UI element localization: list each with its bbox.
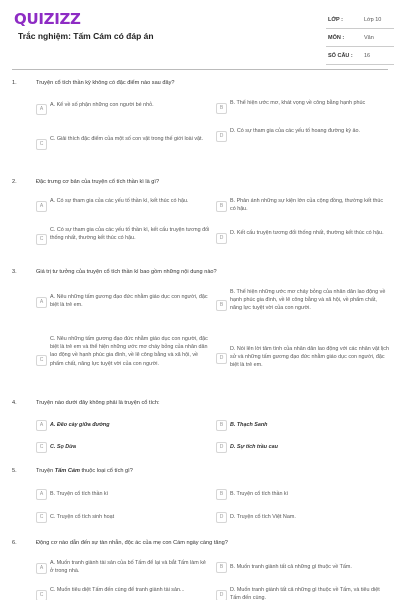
meta-value: 16 bbox=[364, 53, 371, 59]
option-d[interactable] bbox=[216, 512, 391, 522]
option-letter-box: C bbox=[36, 512, 47, 523]
option-text: D. Kết cấu truyện tương đối thống nhất, thường kết thúc có hậu. bbox=[230, 230, 384, 236]
quizizz-logo: QUIZIZZ bbox=[14, 10, 81, 28]
option-d[interactable] bbox=[216, 127, 391, 145]
option-text: A. Nêu những tấm gương đạo đức nhằm giáo dục con người, đặc biệt là trẻ em. bbox=[50, 294, 208, 309]
option-text: B. Thể hiện ước mơ, khát vọng về công bằng hạnh phúc bbox=[230, 100, 366, 106]
option-d[interactable] bbox=[216, 586, 391, 600]
question-text: Giá trị tư tưởng của truyện cổ tích thần kì bao gồm những nội dung nào? bbox=[36, 269, 217, 275]
option-text: B. Thể hiện những ước mơ cháy bỏng của nhân dân lao động về hạnh phúc gia đình, về lẽ công bằng và xã hội, về phẩm chất, năng lực tuyệt vời của con người. bbox=[230, 289, 386, 312]
option-a[interactable] bbox=[36, 420, 211, 430]
option-letter-box: D bbox=[216, 131, 227, 142]
option-text: D. Sự tích trầu cau bbox=[230, 444, 278, 450]
option-a[interactable] bbox=[36, 197, 211, 215]
option-text: C. Nêu những tấm gương đạo đức nhằm giáo dục con người, đặc biệt là trẻ em và thể hiện những ước mơ cháy bỏng của nhân dân lao động về hạnh phúc gia đình, về lẽ công bằng và xã hội, về phẩm chất, năng lực tuyệt vời của con người. bbox=[50, 336, 208, 367]
question-text: Động cơ nào dẫn đến sự tàn nhẫn, độc ác của mẹ con Cám ngày càng tăng? bbox=[36, 540, 228, 546]
question-number: 4. bbox=[12, 400, 17, 406]
option-c[interactable] bbox=[36, 335, 211, 385]
option-letter-box: B bbox=[216, 562, 227, 573]
option-d[interactable] bbox=[216, 229, 391, 247]
question-text: Truyện Tấm Cám thuộc loại cổ tích gì? bbox=[36, 468, 133, 474]
meta-value: Lớp 10 bbox=[364, 17, 382, 23]
option-letter-box: D bbox=[216, 233, 227, 244]
option-text: D. Có sự tham gia của các yếu tố hoang đường kỳ ảo. bbox=[230, 128, 361, 134]
option-letter-box: A bbox=[36, 104, 47, 115]
question-number: 5. bbox=[12, 468, 17, 474]
option-text: B. Muốn tranh giành tất cả những gì thuộc về Tấm. bbox=[230, 564, 352, 570]
meta-value: Văn bbox=[364, 35, 374, 41]
question-number: 1. bbox=[12, 80, 17, 86]
meta-grade bbox=[326, 14, 394, 29]
option-text: A. Kể về số phận những con người bé nhỏ. bbox=[50, 102, 154, 108]
option-letter-box: A bbox=[36, 420, 47, 431]
question-text: Truyện nào dưới đây không phải là truyện cổ tích: bbox=[36, 400, 160, 406]
option-b[interactable] bbox=[216, 420, 391, 430]
option-b[interactable] bbox=[216, 197, 391, 215]
option-letter-box: A bbox=[36, 201, 47, 212]
option-letter-box: B bbox=[216, 300, 227, 311]
option-c[interactable] bbox=[36, 442, 211, 452]
option-text: C. Giải thích đặc điểm của một số con vật trong thế giới loài vật. bbox=[50, 136, 204, 142]
option-a[interactable] bbox=[36, 559, 211, 577]
option-letter-box: B bbox=[216, 489, 227, 500]
option-text: C. Truyện cổ tích sinh hoạt bbox=[50, 514, 115, 520]
option-b[interactable] bbox=[216, 288, 391, 322]
option-a[interactable] bbox=[36, 101, 211, 117]
meta-question-count bbox=[326, 50, 394, 65]
option-c[interactable] bbox=[36, 512, 211, 522]
option-text: D. Nói lên lời tâm tình của nhân dân lao động với các nhân vật lịch sử và những tấm gương đạo đức nhằm giáo dục con người, đặc biệt là trẻ em. bbox=[230, 346, 389, 369]
option-text: C. Có sự tham gia của các yếu tố thần kì, kết cấu truyện tương đối thống nhất, thường kết thúc có hậu. bbox=[50, 227, 210, 242]
option-letter-box: B bbox=[216, 103, 227, 114]
option-letter-box: B bbox=[216, 420, 227, 431]
meta-panel bbox=[326, 14, 394, 68]
option-text: A. Muốn tranh giành tài sản của bố Tấm để lại và bắt Tấm làm kẻ ở trong nhà. bbox=[50, 560, 206, 575]
option-letter-box: B bbox=[216, 201, 227, 212]
option-letter-box: D bbox=[216, 353, 227, 364]
option-text: A. Đẽo cày giữa đường bbox=[50, 422, 110, 428]
option-letter-box: C bbox=[36, 234, 47, 245]
header-divider bbox=[12, 69, 388, 70]
option-d[interactable] bbox=[216, 442, 391, 452]
option-a[interactable] bbox=[36, 489, 211, 499]
question-number: 6. bbox=[12, 540, 17, 546]
question-text: Truyện cổ tích thần kỳ không có đặc điểm nào sau đây? bbox=[36, 80, 175, 86]
option-letter-box: A bbox=[36, 489, 47, 500]
option-letter-box: A bbox=[36, 297, 47, 308]
option-text: B. Thạch Sanh bbox=[230, 422, 268, 428]
option-text: D. Truyện cổ tích Việt Nam. bbox=[230, 514, 296, 520]
option-c[interactable] bbox=[36, 226, 211, 251]
meta-subject bbox=[326, 32, 394, 47]
meta-label: SỐ CÂU : bbox=[328, 53, 353, 59]
meta-label: LỚP : bbox=[328, 17, 343, 23]
option-letter-box: C bbox=[36, 355, 47, 366]
option-letter-box: C bbox=[36, 590, 47, 600]
question-text: Đặc trưng cơ bản của truyện cổ tích thần kì là gì? bbox=[36, 179, 160, 185]
option-b[interactable] bbox=[216, 99, 391, 117]
option-letter-box: D bbox=[216, 512, 227, 523]
page-title: Trắc nghiệm: Tấm Cám có đáp án bbox=[18, 31, 154, 41]
header bbox=[0, 0, 400, 64]
option-a[interactable] bbox=[36, 293, 211, 311]
option-text: B. Phản ánh những sự kiện lớn của cộng đồng, thường kết thúc có hậu. bbox=[230, 198, 384, 213]
option-d[interactable] bbox=[216, 345, 391, 371]
option-b[interactable] bbox=[216, 489, 391, 499]
option-letter-box: C bbox=[36, 442, 47, 453]
option-text: D. Muốn tranh giành tất cả những gì thuộc về Tấm, và tiêu diệt Tấm đến cùng. bbox=[230, 587, 380, 600]
option-letter-box: D bbox=[216, 442, 227, 453]
question-number: 2. bbox=[12, 179, 17, 185]
option-c[interactable] bbox=[36, 135, 211, 153]
option-text: C. Sọ Dừa bbox=[50, 444, 77, 450]
option-text: B. Truyện cổ tích thần kì bbox=[230, 491, 289, 497]
question-number: 3. bbox=[12, 269, 17, 275]
option-b[interactable] bbox=[216, 562, 391, 572]
option-c[interactable] bbox=[36, 586, 211, 600]
option-text: B. Truyện cổ tích thần kì bbox=[50, 491, 109, 497]
option-text: C. Muốn tiêu diệt Tấm đến cùng để tranh giành tài sản... bbox=[50, 587, 185, 593]
option-text: A. Có sự tham gia của các yếu tố thần kì, kết thúc có hậu. bbox=[50, 198, 189, 204]
option-letter-box: D bbox=[216, 590, 227, 600]
option-letter-box: A bbox=[36, 563, 47, 574]
option-letter-box: C bbox=[36, 139, 47, 150]
meta-label: MÔN : bbox=[328, 35, 345, 41]
